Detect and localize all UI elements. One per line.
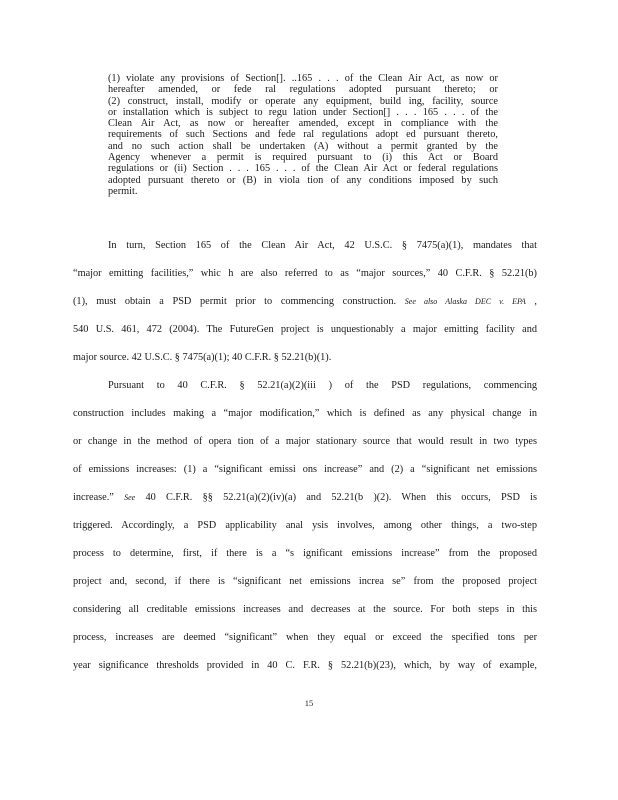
quote-line: Agency whenever a permit is required pursuant to (i) this Act or Board <box>108 152 498 164</box>
paragraph1-line: major source. 42 U.S.C. § 7475(a)(1); 40 C.F.R. § 52.21(b)(1). <box>73 352 332 363</box>
paragraph2-line: construction includes making a “major modification,” which is defined as any physical change in <box>73 408 537 419</box>
paragraph2-line: project and, second, if there is “significant net emissions increa se” from the proposed project <box>73 576 537 587</box>
paragraph2-line: Pursuant to 40 C.F.R. § 52.21(a)(2)(iii ) of the PSD regulations, commencing <box>108 380 537 391</box>
quote-line: regulations or (ii) Section . . . 165 . . . of the Clean Air Act or federal regulations <box>108 163 498 175</box>
paragraph1-line <box>73 292 537 320</box>
paragraph2-line: of emissions increases: (1) a “significant emissi ons increase” and (2) a “significant net emissions <box>73 464 537 475</box>
paragraph2-line: or change in the method of opera tion of a major stationary source that would result in two types <box>73 436 537 447</box>
quote-line: (2) construct, install, modify or operate any equipment, build ing, facility, source <box>108 95 498 107</box>
paragraph1-line: In turn, Section 165 of the Clean Air Act, 42 U.S.C. § 7475(a)(1), mandates that <box>108 240 537 251</box>
paragraph2-line: year significance thresholds provided in 40 C. F.R. § 52.21(b)(23), which, by way of example, <box>73 660 537 671</box>
quote-line: requirements of such Sections and fede ral regulations adopt ed pursuant thereto, <box>108 129 498 141</box>
quote-line: permit. <box>108 185 138 197</box>
text-span: increase.” <box>73 492 114 503</box>
text-span: (1), must obtain a PSD permit prior to commencing construction. <box>73 296 397 307</box>
see-signal: See <box>124 493 136 502</box>
paragraph1-line: 540 U.S. 461, 472 (2004). The FutureGen project is unquestionably a major emitting facility and <box>73 324 537 335</box>
quote-line: hereafter amended, or fede ral regulations adopted pursuant thereto; or <box>108 84 498 96</box>
paragraph2-line <box>73 488 537 516</box>
page-number: 15 <box>304 698 314 708</box>
quote-line: (1) violate any provisions of Section[]. ..165 . . . of the Clean Air Act, as now or <box>108 73 498 84</box>
quote-line: and no such action shall be undertaken (A) without a permit granted by the <box>108 140 498 152</box>
text-span: , <box>534 296 537 307</box>
body-text <box>73 236 537 684</box>
paragraph2-line: triggered. Accordingly, a PSD applicability anal ysis involves, among other things, a two-step <box>73 520 537 531</box>
quote-line: adopted pursuant thereto or (B) in viola tion of any conditions imposed by such <box>108 174 498 186</box>
paragraph1-line: “major emitting facilities,” whic h are also referred to as “major sources,” 40 C.F.R. § 52.21(b) <box>73 268 537 279</box>
quote-line: Clean Air Act, as now or hereafter amended, except in compliance with the <box>108 118 498 130</box>
case-citation: See also Alaska DEC v. EPA <box>404 297 526 306</box>
paragraph2-line: considering all creditable emissions increases and decreases at the source. For both steps in this <box>73 604 537 615</box>
block-quote <box>108 73 498 197</box>
paragraph2-line: process, increases are deemed “significant” when they equal or exceed the specified tons per <box>73 632 537 643</box>
quote-line: or installation which is subject to regu lation under Section[] . . . 165 . . . of the <box>108 106 498 118</box>
text-span: 40 C.F.R. §§ 52.21(a)(2)(iv)(a) and 52.21(b )(2). When this occurs, PSD is <box>145 492 537 503</box>
paragraph2-line: process to determine, first, if there is a “s ignificant emissions increase” from the proposed <box>73 548 537 559</box>
